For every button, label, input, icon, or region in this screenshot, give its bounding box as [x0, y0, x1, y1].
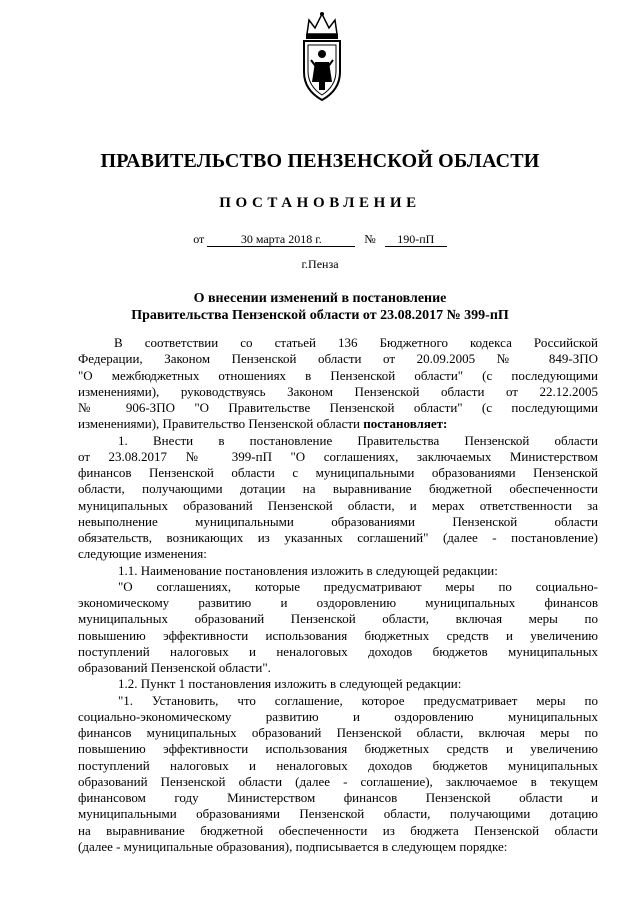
date-number-line — [0, 232, 640, 247]
number-label: № — [364, 232, 376, 246]
body-line: изменениями), руководствуясь Законом Пензенской области от 22.12.2005 — [78, 383, 598, 399]
body-line: муниципальных образований Пензенской области, включая меры по — [78, 611, 598, 627]
body-line: 1.2. Пункт 1 постановления изложить в следующей редакции: — [118, 676, 462, 692]
date-prefix: от — [193, 232, 205, 246]
body-line: муниципальными образованиями Пензенской области, получающими дотацию — [78, 806, 598, 822]
body-line: обязательств, возникающих из указанных соглашений" (далее - постановление) — [78, 530, 598, 545]
body-line: на выравнивание бюджетной обеспеченности из бюджета Пензенской области — [78, 822, 598, 838]
body-line: В соответствии со статьей 136 Бюджетного кодекса Российской — [114, 335, 598, 350]
body-line: муниципальных образований Пензенской области, и мерах ответственности за — [78, 497, 598, 513]
body-line: финансовом году Министерством финансов Пензенской области и — [78, 790, 598, 805]
body-line: 1.1. Наименование постановления изложить в следующей редакции: — [118, 562, 498, 578]
body-line: повышению эффективности использования бюджетных средств и увеличению — [78, 741, 598, 757]
body-line: финансов Пензенской области с муниципальными образованиями Пензенской — [78, 465, 598, 480]
city: г.Пенза — [301, 257, 339, 271]
body-line: финансов муниципальных образований Пензенской области, включая меры по — [78, 725, 598, 740]
body-line: Федерации, Законом Пензенской области от 20.09.2005 № 849-ЗПО — [78, 351, 598, 367]
body-line: повышению эффективности использования бюджетных средств и увеличению — [78, 627, 598, 643]
body-line: "О межбюджетных отношениях в Пензенской области" (с последующими — [78, 367, 598, 383]
body-line: образований Пензенской области". — [78, 660, 271, 675]
document-body — [78, 335, 598, 855]
body-line: социально-экономическому развитию и оздоровлению муниципальных — [78, 708, 598, 724]
subject-line: Правительства Пензенской области от 23.08.2017 № 399-пП — [131, 308, 509, 323]
document-type: ПОСТАНОВЛЕНИЕ — [219, 195, 421, 211]
body-line: экономическому развитию и оздоровлению муниципальных финансов — [78, 595, 598, 610]
body-line: "1. Установить, что соглашение, которое предусматривает меры по — [118, 692, 598, 708]
body-line: области, получающими дотации на выравнивание бюджетной обеспеченности — [78, 481, 598, 497]
body-line: образований Пензенской области (далее - соглашение), заключаемое в текущем — [78, 773, 598, 789]
document-subject — [0, 290, 640, 324]
decree-verb: постановляет: — [363, 416, 448, 432]
government-title: ПРАВИТЕЛЬСТВО ПЕНЗЕНСКОЙ ОБЛАСТИ — [100, 150, 540, 172]
body-line: "О соглашениях, которые предусматривают меры по социально- — [118, 578, 598, 594]
body-line: невыполнение муниципальными образованиями Пензенской области — [78, 513, 598, 529]
coat-of-arms-icon — [297, 10, 347, 104]
body-line: 1. Внести в постановление Правительства Пензенской области — [118, 432, 598, 448]
subject-line: О внесении изменений в постановление — [193, 291, 447, 306]
body-text: изменениями), Правительство Пензенской области — [78, 416, 360, 432]
coat-of-arms-emblem — [297, 10, 347, 104]
document-number: 190-пП — [385, 233, 447, 247]
body-line — [78, 416, 598, 432]
body-line: № 906-ЗПО "О Правительстве Пензенской области" (с последующими — [78, 400, 598, 415]
body-line: от 23.08.2017 № 399-пП "О соглашениях, заключаемых Министерством — [78, 448, 598, 464]
document-date: 30 марта 2018 г. — [207, 233, 355, 247]
body-line: поступлений налоговых и неналоговых доходов бюджетов муниципальных — [78, 757, 598, 773]
body-line: поступлений налоговых и неналоговых доходов бюджетов муниципальных — [78, 643, 598, 659]
body-line: (далее - муниципальные образования), подписывается в следующем порядке: — [78, 838, 508, 854]
body-line: следующие изменения: — [78, 546, 207, 562]
